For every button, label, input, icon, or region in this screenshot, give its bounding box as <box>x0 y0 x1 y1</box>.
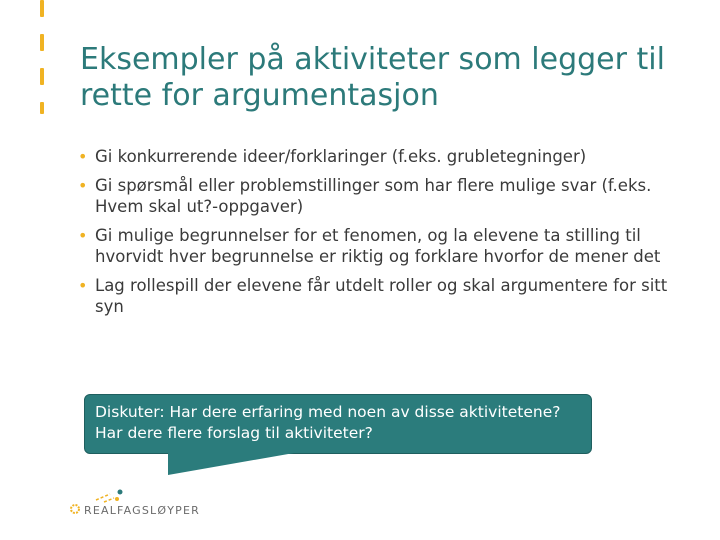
bullet-item <box>78 275 678 317</box>
bullet-dot-icon: • <box>78 276 88 295</box>
bullet-text: Lag rollespill der elevene får utdelt roller og skal argumentere for sitt syn <box>95 276 668 316</box>
callout-tail <box>168 453 294 475</box>
callout-line: Diskuter: Har dere erfaring med noen av disse aktivitetene? <box>95 403 561 421</box>
bullet-text: Gi konkurrerende ideer/forklaringer (f.eks. grubletegninger) <box>95 147 587 166</box>
bullet-dot-icon: • <box>78 226 88 245</box>
bullet-text: Gi mulige begrunnelser for et fenomen, og la elevene ta stilling til hvorvidt hver begrunnelse er riktig og forklare hvorfor de mener det <box>95 226 661 266</box>
discussion-callout <box>84 394 592 454</box>
bullet-item <box>78 175 678 217</box>
bullet-dot-icon: • <box>78 176 88 195</box>
callout-line: Har dere flere forslag til aktiviteter? <box>95 424 373 442</box>
accent-dash <box>40 0 44 17</box>
bullet-list <box>78 146 678 325</box>
slide-title: Eksempler på aktiviteter som legger til rette for argumentasjon <box>80 42 665 113</box>
accent-dash <box>40 68 44 85</box>
bullet-item <box>78 146 678 167</box>
accent-dash <box>40 102 44 114</box>
logo-text: REALFAGSLØYPER <box>84 504 200 517</box>
accent-dashes <box>40 0 44 120</box>
bullet-dot-icon: • <box>78 147 88 166</box>
accent-dash <box>40 34 44 51</box>
bullet-text: Gi spørsmål eller problemstillinger som har flere mulige svar (f.eks. Hvem skal ut?-oppgaver) <box>95 176 652 216</box>
realfagsloyper-logo <box>68 484 198 524</box>
bullet-item <box>78 225 678 267</box>
